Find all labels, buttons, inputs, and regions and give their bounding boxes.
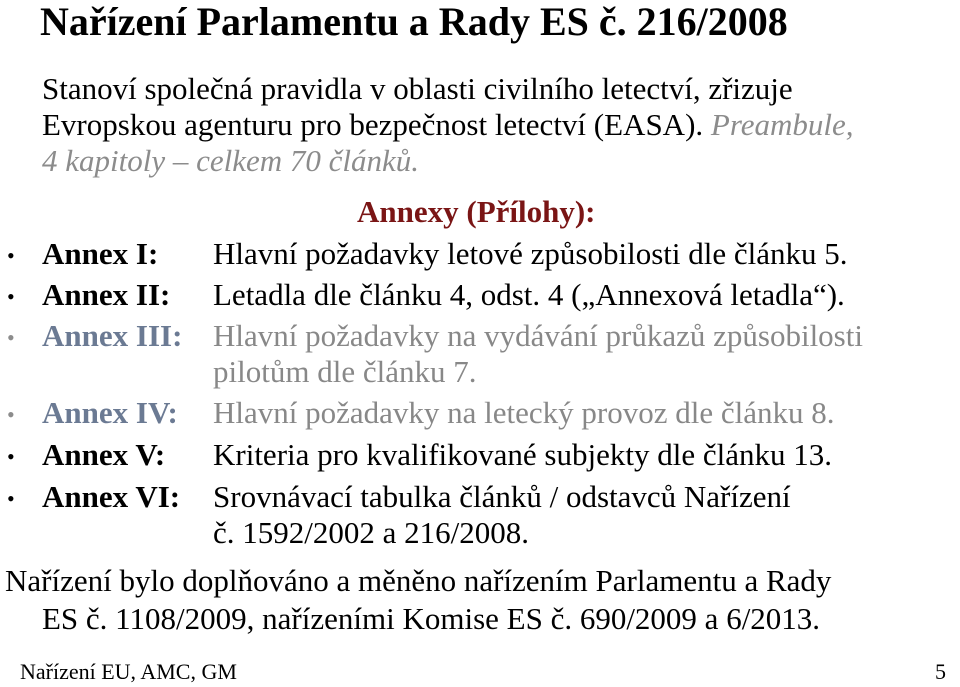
- annex-6-label: Annex VI:: [42, 479, 181, 514]
- closing-line-1: Nařízení bylo doplňováno a měněno nařízením Parlamentu a Rady: [5, 563, 832, 598]
- annex-6-desc-line-1: Srovnávací tabulka článků / odstavců Nařízení: [213, 479, 791, 514]
- annex-3-label: Annex III:: [42, 318, 183, 353]
- bullet-icon: •: [7, 243, 15, 268]
- annex-2-label: Annex II:: [42, 277, 171, 312]
- annex-4-label: Annex IV:: [42, 395, 178, 430]
- page-title: Nařízení Parlamentu a Rady ES č. 216/2008: [40, 0, 788, 44]
- footer-label: Nařízení EU, AMC, GM: [20, 659, 237, 684]
- bullet-icon: •: [7, 444, 15, 469]
- bullet-icon: •: [7, 284, 15, 309]
- intro-line-2: [42, 107, 854, 143]
- annex-6-desc-line-2: č. 1592/2002 a 216/2008.: [213, 515, 529, 550]
- bullet-icon: •: [7, 486, 15, 511]
- annex-4-desc: Hlavní požadavky na letecký provoz dle článku 8.: [213, 395, 835, 430]
- annex-1-label: Annex I:: [42, 236, 159, 271]
- intro-line-2-preamble: Preambule,: [703, 107, 854, 142]
- page-number: 5: [935, 659, 946, 684]
- bullet-icon: •: [7, 325, 15, 350]
- bullet-icon: •: [7, 402, 15, 427]
- intro-line-1: Stanoví společná pravidla v oblasti civilního letectví, zřizuje: [42, 71, 793, 106]
- closing-line-2: ES č. 1108/2009, nařízeními Komise ES č. 690/2009 a 6/2013.: [42, 601, 821, 636]
- intro-line-3: 4 kapitoly – celkem 70 článků.: [42, 143, 420, 178]
- annex-2-desc: Letadla dle článku 4, odst. 4 („Annexová letadla“).: [213, 277, 845, 312]
- annex-heading: Annexy (Přílohy):: [357, 194, 596, 229]
- annex-1-desc: Hlavní požadavky letové způsobilosti dle článku 5.: [213, 236, 848, 271]
- intro-line-2-main: Evropskou agenturu pro bezpečnost letectví (EASA).: [42, 107, 704, 142]
- annex-3-desc-line-2: pilotům dle článku 7.: [213, 354, 477, 389]
- annex-5-label: Annex V:: [42, 437, 166, 472]
- annex-5-desc: Kriteria pro kvalifikované subjekty dle článku 13.: [213, 437, 832, 472]
- annex-3-desc-line-1: Hlavní požadavky na vydávání průkazů způsobilosti: [213, 318, 863, 353]
